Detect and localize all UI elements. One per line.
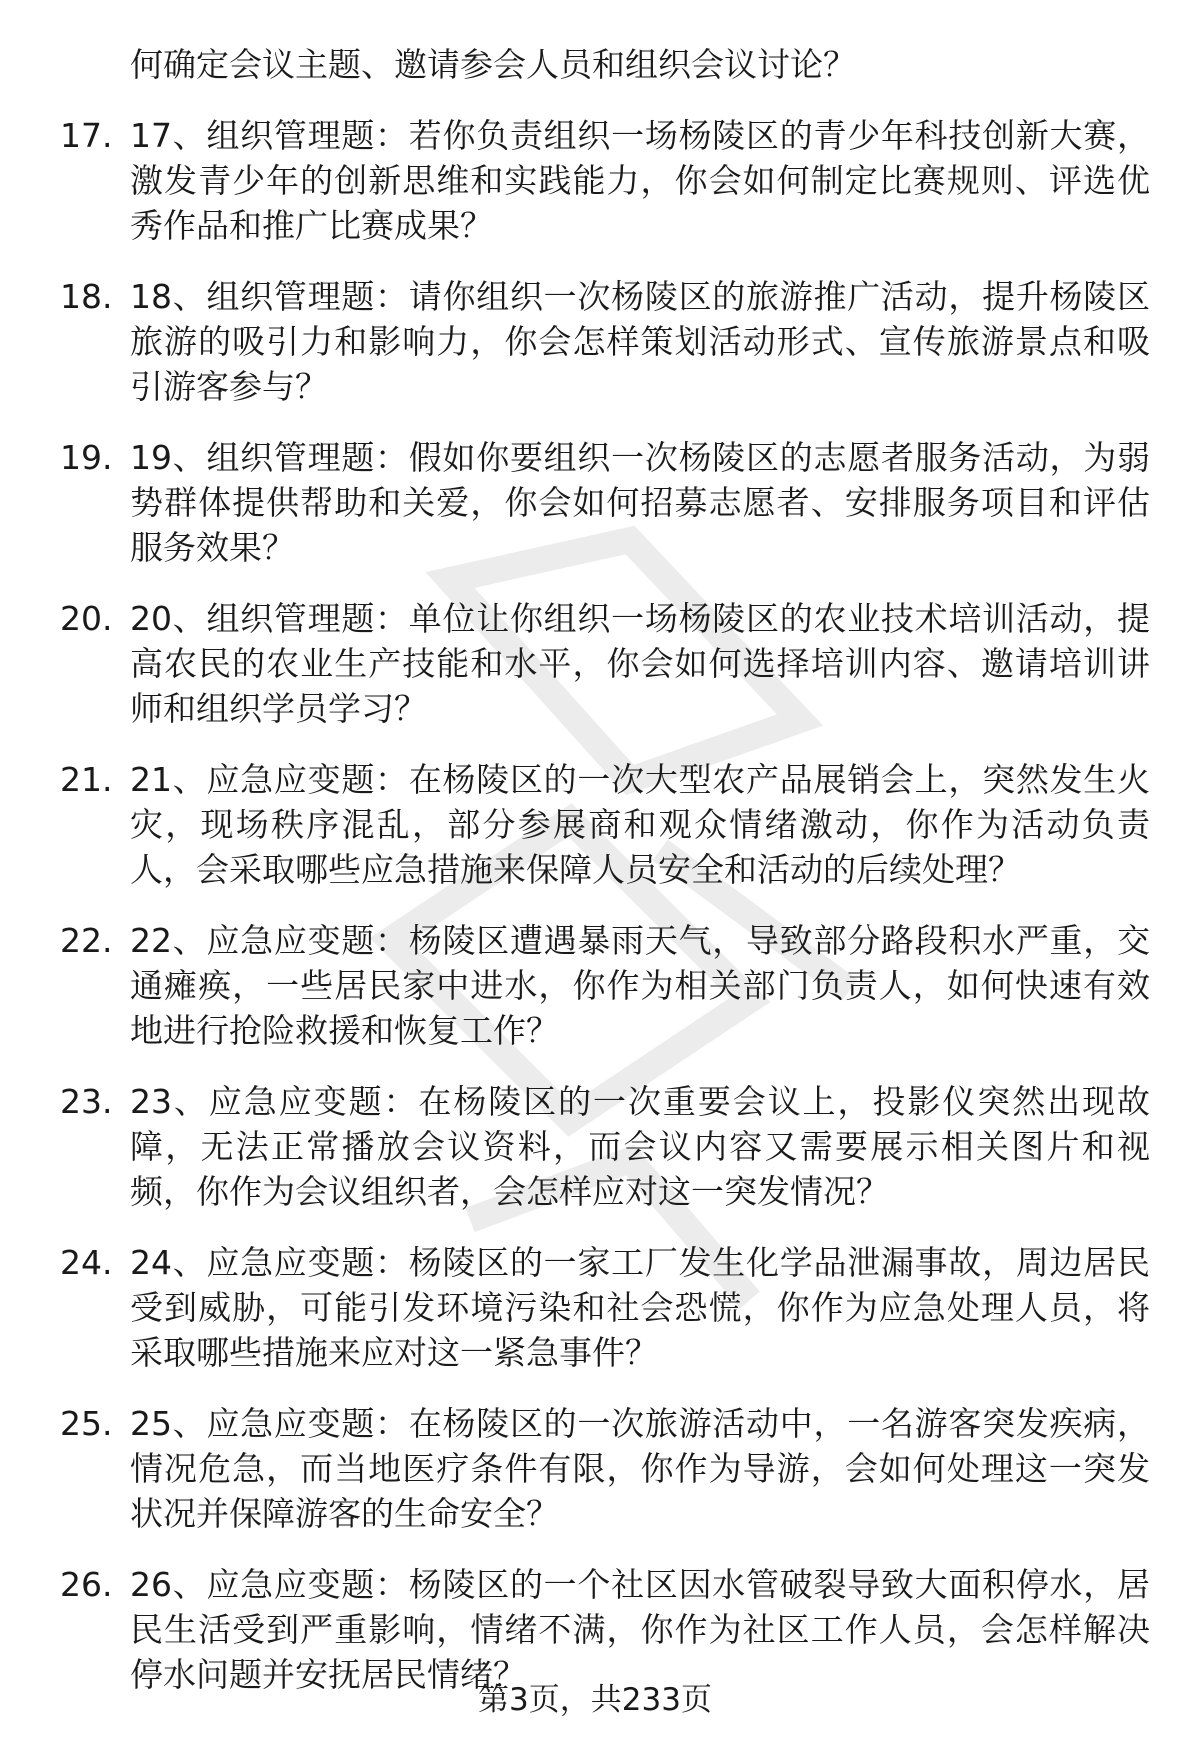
question-text: 25、应急应变题：在杨陵区的一次旅游活动中，一名游客突发疾病，情况危急，而当地医疗条件有限，你作为导游，会如何处理这一突发状况并保障游客的生命安全？ xyxy=(130,1404,1150,1533)
question-number: 24. xyxy=(60,1243,113,1282)
question-item xyxy=(60,1079,1150,1214)
question-number: 26. xyxy=(60,1565,113,1604)
question-number: 22. xyxy=(60,921,113,960)
question-item xyxy=(60,1401,1150,1536)
question-item xyxy=(60,1562,1150,1697)
continuation-text: 何确定会议主题、邀请参会人员和组织会议讨论？ xyxy=(130,45,856,84)
page-number: 第3页，共233页 xyxy=(478,1682,712,1718)
question-item xyxy=(60,757,1150,892)
question-number: 21. xyxy=(60,760,113,799)
question-text: 20、组织管理题：单位让你组织一场杨陵区的农业技术培训活动，提高农民的农业生产技能和水平，你会如何选择培训内容、邀请培训讲师和组织学员学习？ xyxy=(130,599,1150,728)
question-text: 24、应急应变题：杨陵区的一家工厂发生化学品泄漏事故，周边居民受到威胁，可能引发环境污染和社会恐慌，你作为应急处理人员，将采取哪些措施来应对这一紧急事件？ xyxy=(130,1243,1150,1372)
question-list xyxy=(60,113,1160,1697)
question-text: 17、组织管理题：若你负责组织一场杨陵区的青少年科技创新大赛，激发青少年的创新思维和实践能力，你会如何制定比赛规则、评选优秀作品和推广比赛成果？ xyxy=(130,116,1150,245)
question-text: 18、组织管理题：请你组织一次杨陵区的旅游推广活动，提升杨陵区旅游的吸引力和影响力，你会怎样策划活动形式、宣传旅游景点和吸引游客参与？ xyxy=(130,277,1150,406)
question-item xyxy=(60,113,1150,248)
question-number: 25. xyxy=(60,1404,113,1443)
question-text: 22、应急应变题：杨陵区遭遇暴雨天气，导致部分路段积水严重，交通瘫痪，一些居民家中进水，你作为相关部门负责人，如何快速有效地进行抢险救援和恢复工作？ xyxy=(130,921,1150,1050)
question-text: 19、组织管理题：假如你要组织一次杨陵区的志愿者服务活动，为弱势群体提供帮助和关爱，你会如何招募志愿者、安排服务项目和评估服务效果？ xyxy=(130,438,1150,567)
question-text: 23、应急应变题：在杨陵区的一次重要会议上，投影仪突然出现故障，无法正常播放会议资料，而会议内容又需要展示相关图片和视频，你作为会议组织者，会怎样应对这一突发情况？ xyxy=(130,1082,1150,1211)
question-item xyxy=(60,435,1150,570)
question-text: 26、应急应变题：杨陵区的一个社区因水管破裂导致大面积停水，居民生活受到严重影响，情绪不满，你作为社区工作人员，会怎样解决停水问题并安抚居民情绪？ xyxy=(130,1565,1150,1694)
question-item xyxy=(60,918,1150,1053)
question-number: 17. xyxy=(60,116,113,155)
question-item xyxy=(60,274,1150,409)
question-content xyxy=(60,42,1160,1697)
question-text: 21、应急应变题：在杨陵区的一次大型农产品展销会上，突然发生火灾，现场秩序混乱，部分参展商和观众情绪激动，你作为活动负责人，会采取哪些应急措施来保障人员安全和活动的后续处理？ xyxy=(130,760,1150,889)
question-number: 20. xyxy=(60,599,113,638)
question-number: 19. xyxy=(60,438,113,477)
question-item xyxy=(60,596,1150,731)
question-number: 18. xyxy=(60,277,113,316)
question-number: 23. xyxy=(60,1082,113,1121)
question-item xyxy=(60,1240,1150,1375)
